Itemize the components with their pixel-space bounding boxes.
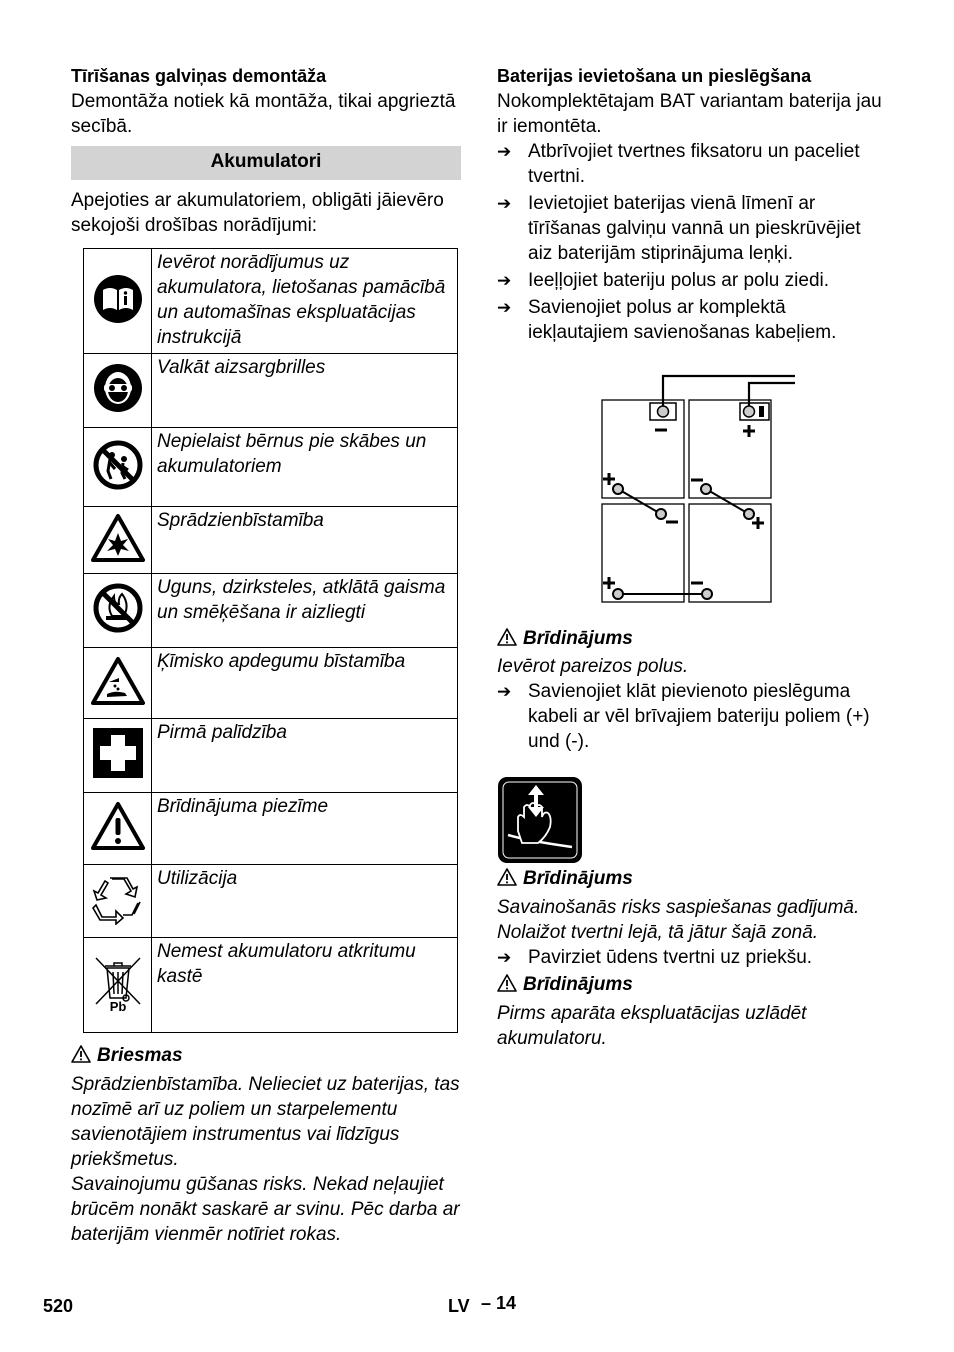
list-item [497, 268, 887, 293]
no-fire-smoking-icon [84, 574, 152, 648]
section-band-batteries: Akumulatori [71, 146, 461, 180]
sub-page-number: – 14 [481, 1293, 517, 1313]
arrow-right-icon: ➔ [497, 298, 512, 317]
step-text: Pavirziet ūdens tvertni uz priekšu. [528, 947, 813, 968]
explosion-hazard-icon [84, 507, 152, 574]
warning-polarity-block [497, 626, 897, 756]
safety-goggles-icon [84, 354, 152, 428]
symbol-text: Nemest akumulatoru atkritumu kastē [152, 938, 458, 1033]
warning-triangle-icon [71, 1045, 91, 1063]
warning-triangle-icon [497, 628, 517, 646]
battery-install-intro: Nokomplektētajam BAT variantam baterija jau ir iemontēta. [497, 91, 882, 137]
warning-heading [497, 866, 897, 891]
warning-triangle-icon [497, 868, 517, 886]
crossed-bin-icon [84, 938, 152, 1033]
first-aid-icon [84, 719, 152, 793]
warning-crush-block [497, 866, 897, 1051]
symbol-text: Utilizācija [152, 865, 458, 938]
warning-icon [84, 793, 152, 865]
symbol-text: Valkāt aizsargbrilles [152, 354, 458, 428]
bin-icon-label: Pb [109, 998, 126, 1012]
warning-title: Brīdinājums [523, 974, 633, 995]
section-heading-battery-install: Baterijas ievietošana un pieslēgšana [497, 66, 812, 86]
arrow-right-icon: ➔ [497, 271, 512, 290]
symbol-text: Uguns, dzirksteles, atklātā gaisma un smēķēšana ir aizliegti [152, 574, 458, 648]
section-text-cleaning-head: Demontāža notiek kā montāža, tikai apgrieztā secībā. [71, 91, 456, 137]
list-item [497, 295, 887, 345]
batteries-intro: Apejoties ar akumulatoriem, obligāti jāievēro sekojoši drošības norādījumi: [71, 190, 444, 236]
battery-wiring-diagram [597, 372, 797, 607]
table-row [84, 648, 458, 719]
symbol-text: Nepielaist bērnus pie skābes un akumulatoriem [152, 428, 458, 507]
table-row [84, 719, 458, 793]
table-row [84, 428, 458, 507]
symbol-text: Pirmā palīdzība [152, 719, 458, 793]
list-item [497, 945, 897, 970]
list-item [497, 139, 887, 189]
chemical-burn-icon [84, 648, 152, 719]
symbol-text: Ievērot norādījumus uz akumulatora, lietošanas pamācībā un automašīnas ekspluatācijas instrukcijā [152, 249, 458, 354]
recycling-icon [84, 865, 152, 938]
list-item [497, 679, 897, 754]
danger-text-injury: Savainojumu gūšanas risks. Nekad neļaujiet brūcēm nonākt saskarē ar svinu. Pēc darba ar baterijām vienmēr notīriet rokas. [71, 1174, 460, 1245]
arrow-right-icon: ➔ [497, 142, 512, 161]
table-row [84, 865, 458, 938]
warning-text: Pirms aparāta ekspluatācijas uzlādēt akumulatoru. [497, 1003, 807, 1049]
language-code: LV [448, 1296, 470, 1316]
warning-heading [497, 626, 897, 651]
safety-symbols-table [83, 248, 458, 1033]
section-heading-cleaning-head: Tīrīšanas galviņas demontāža [71, 66, 327, 86]
table-row [84, 574, 458, 648]
step-text: Ievietojiet baterijas vienā līmenī ar tīrīšanas galviņu vannā un pieskrūvējiet aiz baterijām stiprinājuma leņķi. [528, 193, 861, 264]
warning-text: Savainošanās risks saspiešanas gadījumā. Nolaižot tvertni lejā, tā jātur šajā zonā. [497, 897, 860, 943]
danger-text-explosion: Sprādzienbīstamība. Nelieciet uz baterijas, tas nozīmē arī uz poliem un starpelementu savienotājiem instrumentus vai līdzīgus priekšmetus. [71, 1074, 460, 1170]
table-row [84, 793, 458, 865]
page-number: 520 [43, 1296, 74, 1316]
left-column [71, 64, 461, 1247]
arrow-right-icon: ➔ [497, 948, 512, 967]
table-row [84, 354, 458, 428]
table-row [84, 249, 458, 354]
danger-heading [71, 1043, 461, 1068]
warning-triangle-icon [497, 974, 517, 992]
arrow-right-icon: ➔ [497, 194, 512, 213]
crush-hazard-hand-icon [498, 777, 582, 863]
right-column [497, 64, 887, 1049]
no-children-icon [84, 428, 152, 507]
step-text: Savienojiet polus ar komplektā iekļautajiem savienošanas kabeļiem. [528, 297, 837, 343]
symbol-text: Brīdinājuma piezīme [152, 793, 458, 865]
manual-book-icon [84, 249, 152, 354]
warning-title: Brīdinājums [523, 628, 633, 649]
table-row [84, 507, 458, 574]
step-text: Ieeļļojiet bateriju polus ar polu ziedi. [528, 270, 830, 291]
warning-title: Brīdinājums [523, 868, 633, 889]
step-text: Atbrīvojiet tvertnes fiksatoru un paceliet tvertni. [528, 141, 860, 187]
step-text: Savienojiet klāt pievienoto pieslēguma kabeli ar vēl brīvajiem bateriju poliem (+) und (-). [528, 681, 870, 752]
warning-heading [497, 972, 897, 997]
list-item [497, 191, 887, 266]
table-row [84, 938, 458, 1033]
symbol-text: Ķīmisko apdegumu bīstamība [152, 648, 458, 719]
danger-title: Briesmas [97, 1045, 183, 1066]
arrow-right-icon: ➔ [497, 682, 512, 701]
symbol-text: Sprādzienbīstamība [152, 507, 458, 574]
warning-text: Ievērot pareizos polus. [497, 656, 689, 677]
